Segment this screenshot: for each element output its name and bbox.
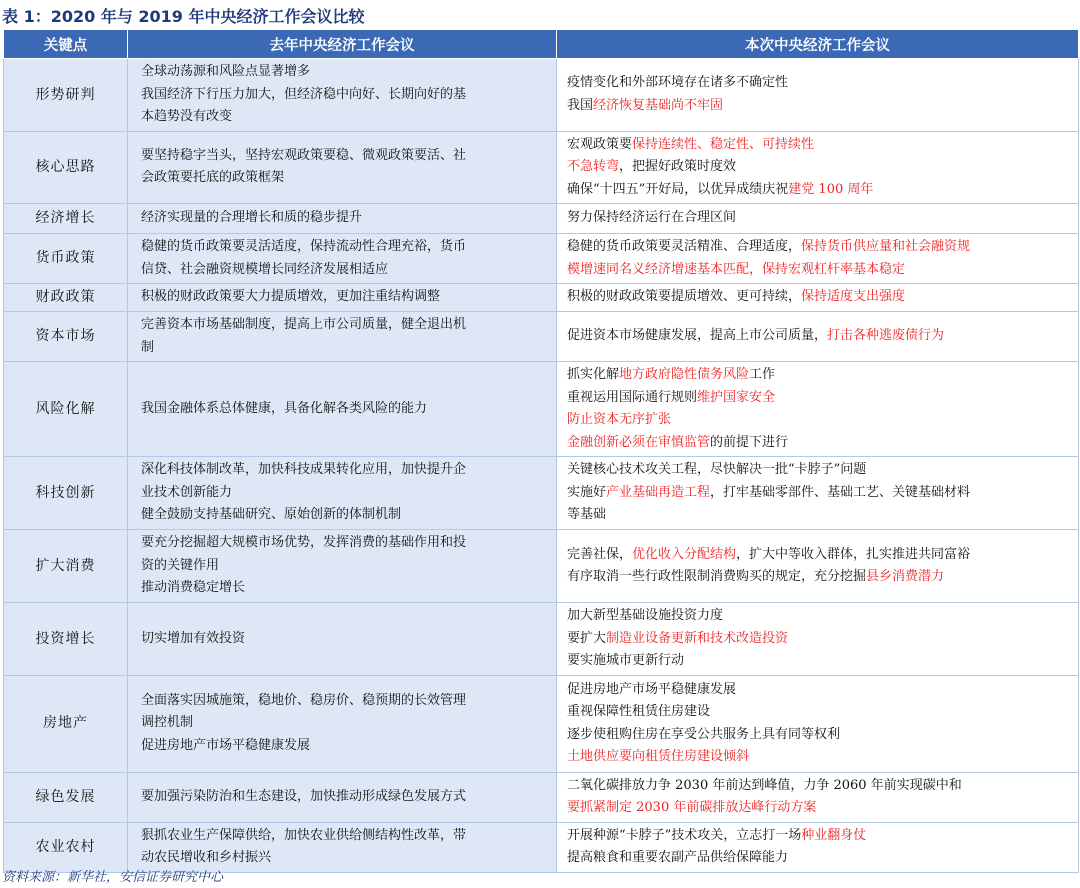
this-year-cell	[557, 530, 1079, 603]
last-year-line: 完善资本市场基础制度，提高上市公司质量，健全退出机	[141, 317, 467, 332]
header-key: 关键点	[4, 30, 128, 59]
text-segment: ，打牢基础零部件、基础工艺、关键基础材料	[710, 484, 971, 500]
highlighted-text: 优化收入分配结构	[632, 546, 737, 562]
text-segment: 确保“十四五”开好局，以优异成绩庆祝	[567, 181, 789, 197]
this-year-cell	[557, 234, 1079, 284]
header-last-year: 去年中央经济工作会议	[128, 30, 557, 59]
key-point-cell: 经济增长	[4, 204, 128, 234]
this-year-cell	[557, 284, 1079, 312]
this-year-line	[567, 650, 1070, 673]
this-year-line	[567, 459, 1070, 482]
this-year-line	[567, 134, 1070, 157]
this-year-line	[567, 679, 1070, 702]
last-year-line: 动农民增收和乡村振兴	[141, 850, 272, 865]
last-year-line: 要坚持稳字当头，坚持宏观政策要稳、微观政策要活、社	[141, 147, 467, 163]
text-segment: 要扩大	[567, 630, 607, 646]
text-segment: 重视保障性租赁住房建设	[567, 704, 711, 719]
highlighted-text: 土地供应要向租赁住房建设倾斜	[567, 749, 750, 764]
last-year-cell	[128, 457, 557, 530]
key-point-cell: 风险化解	[4, 362, 128, 457]
table-row	[4, 603, 1079, 676]
text-segment: 疫情变化和外部环境存在诸多不确定性	[567, 75, 789, 91]
table-row	[4, 131, 1079, 204]
table-row	[4, 59, 1079, 132]
source-note: 资料来源：新华社，安信证券研究中心	[2, 870, 224, 885]
this-year-line	[567, 236, 1070, 259]
this-year-line	[567, 628, 1070, 651]
this-year-line	[567, 504, 1070, 527]
this-year-cell	[557, 822, 1079, 872]
text-segment: 有序取消一些行政性限制消费购买的规定，充分挖掘	[567, 569, 867, 584]
last-year-line: 资的关键作用	[141, 557, 220, 573]
last-year-cell	[128, 234, 557, 284]
this-year-line	[567, 432, 1070, 455]
text-segment: 实施好	[567, 484, 607, 500]
last-year-line: 推动消费稳定增长	[141, 580, 246, 596]
this-year-line	[567, 847, 1070, 870]
text-segment: 提高粮食和重要农副产品供给保障能力	[567, 850, 789, 865]
this-year-line	[567, 387, 1070, 410]
this-year-line	[567, 701, 1070, 724]
text-segment: 宏观政策要	[567, 136, 633, 152]
key-point-cell: 资本市场	[4, 312, 128, 362]
text-segment: 我国	[567, 97, 594, 113]
table-row	[4, 457, 1079, 530]
last-year-line: 会政策要托底的政策框架	[141, 170, 285, 186]
text-segment: 二氧化碳排放力争 2030 年前达到峰值，力争 2060 年前实现碳中和	[567, 777, 962, 793]
highlighted-text: 防止资本无序扩张	[567, 412, 672, 427]
highlighted-text: 保持适度支出强度	[801, 289, 906, 305]
header-this-year: 本次中央经济工作会议	[557, 30, 1079, 59]
this-year-line	[567, 544, 1070, 567]
last-year-line: 信贷、社会融资规模增长同经济发展相适应	[141, 261, 389, 277]
last-year-cell	[128, 59, 557, 132]
highlighted-text: 不急转弯	[567, 159, 620, 174]
last-year-cell	[128, 772, 557, 822]
key-point-cell: 房地产	[4, 675, 128, 772]
last-year-line: 全球动荡源和风险点显著增多	[141, 64, 311, 79]
this-year-line	[567, 605, 1070, 628]
this-year-line	[567, 95, 1070, 118]
text-segment: 逐步使租购住房在享受公共服务上具有同等权利	[567, 726, 841, 742]
text-segment: 促进房地产市场平稳健康发展	[567, 681, 737, 697]
highlighted-text: 打击各种逃废债行为	[827, 328, 945, 344]
highlighted-text: 县乡消费潜力	[866, 569, 945, 584]
last-year-cell	[128, 312, 557, 362]
this-year-cell	[557, 675, 1079, 772]
last-year-line: 促进房地产市场平稳健康发展	[141, 737, 311, 753]
last-year-cell	[128, 675, 557, 772]
highlighted-text: 制造业设备更新和技术改造投资	[606, 630, 789, 646]
this-year-line	[567, 746, 1070, 769]
table-row	[4, 362, 1079, 457]
text-segment: 加大新型基础设施投资力度	[567, 608, 724, 623]
this-year-line	[567, 825, 1070, 848]
this-year-line	[567, 325, 1070, 348]
this-year-line	[567, 482, 1070, 505]
text-segment: 要实施城市更新行动	[567, 653, 685, 668]
text-segment: 完善社保，	[567, 546, 633, 562]
key-point-cell: 货币政策	[4, 234, 128, 284]
key-point-cell: 扩大消费	[4, 530, 128, 603]
this-year-cell	[557, 362, 1079, 457]
this-year-line	[567, 207, 1070, 230]
this-year-line	[567, 156, 1070, 179]
this-year-cell	[557, 131, 1079, 204]
text-segment: ，把握好政策时度效	[619, 159, 737, 174]
highlighted-text: 要抓紧制定 2030 年前碳排放达峰行动方案	[567, 800, 817, 815]
last-year-line: 狠抓农业生产保障供给，加快农业供给侧结构性改革，带	[141, 827, 467, 843]
this-year-cell	[557, 603, 1079, 676]
this-year-line	[567, 775, 1070, 798]
last-year-line: 制	[141, 339, 155, 355]
this-year-cell	[557, 59, 1079, 132]
highlighted-text: 建党 100 周年	[788, 181, 874, 197]
highlighted-text: 种业翻身仗	[801, 827, 867, 843]
text-segment: 等基础	[567, 507, 607, 523]
this-year-line	[567, 259, 1070, 282]
last-year-line: 稳健的货币政策要灵活适度，保持流动性合理充裕，货币	[141, 239, 467, 254]
this-year-line	[567, 409, 1070, 432]
this-year-cell	[557, 772, 1079, 822]
this-year-line	[567, 286, 1070, 309]
last-year-line: 经济实现量的合理增长和质的稳步提升	[141, 210, 363, 226]
highlighted-text: 产业基础再造工程	[606, 484, 711, 500]
highlighted-text: 保持货币供应量和社会融资规	[801, 239, 971, 254]
this-year-line	[567, 724, 1070, 747]
last-year-line: 要充分挖掘超大规模市场优势，发挥消费的基础作用和投	[141, 535, 467, 551]
last-year-cell	[128, 603, 557, 676]
table-row	[4, 772, 1079, 822]
last-year-line: 要加强污染防治和生态建设，加快推动形成绿色发展方式	[141, 788, 467, 804]
text-segment: ，扩大中等收入群体，扎实推进共同富裕	[736, 546, 971, 562]
text-segment: 促进资本市场健康发展，提高上市公司质量，	[567, 328, 828, 344]
this-year-cell	[557, 457, 1079, 530]
last-year-cell	[128, 284, 557, 312]
last-year-line: 切实增加有效投资	[141, 630, 246, 646]
table-row	[4, 204, 1079, 234]
highlighted-text: 保持连续性、稳定性、可持续性	[632, 136, 815, 152]
text-segment: 稳健的货币政策要灵活精准、合理适度，	[567, 239, 802, 254]
text-segment: 开展种源“卡脖子”技术攻关，立志打一场	[567, 827, 802, 843]
last-year-line: 全面落实因城施策，稳地价、稳房价、稳预期的长效管理	[141, 692, 467, 708]
text-segment: 抓实化解	[567, 367, 620, 382]
highlighted-text: 模增速同名义经济增速基本匹配，保持宏观杠杆率基本稳定	[567, 261, 906, 277]
text-segment: 积极的财政政策要提质增效、更可持续，	[567, 289, 802, 305]
last-year-line: 健全鼓励支持基础研究、原始创新的体制机制	[141, 507, 402, 523]
last-year-line: 调控机制	[141, 715, 194, 731]
table-row	[4, 675, 1079, 772]
highlighted-text: 经济恢复基础尚不牢固	[593, 97, 724, 113]
key-point-cell: 核心思路	[4, 131, 128, 204]
last-year-line: 业技术创新能力	[141, 484, 233, 500]
this-year-line	[567, 364, 1070, 387]
text-segment: 工作	[749, 367, 776, 382]
text-segment: 关键核心技术攻关工程，尽快解决一批“卡脖子”问题	[567, 462, 867, 478]
key-point-cell: 投资增长	[4, 603, 128, 676]
last-year-line: 本趋势没有改变	[141, 109, 233, 124]
this-year-line	[567, 179, 1070, 202]
highlighted-text: 地方政府隐性债务风险	[619, 367, 750, 382]
key-point-cell: 财政政策	[4, 284, 128, 312]
table-row	[4, 530, 1079, 603]
text-segment: 的前提下进行	[710, 434, 789, 450]
last-year-cell	[128, 822, 557, 872]
table-row	[4, 312, 1079, 362]
last-year-line: 深化科技体制改革，加快科技成果转化应用，加快提升企	[141, 462, 467, 478]
key-point-cell: 形势研判	[4, 59, 128, 132]
this-year-cell	[557, 312, 1079, 362]
key-point-cell: 科技创新	[4, 457, 128, 530]
table-caption: 表 1：2020 年与 2019 年中央经济工作会议比较	[2, 7, 365, 26]
key-point-cell: 农业农村	[4, 822, 128, 872]
table-row	[4, 234, 1079, 284]
last-year-line: 积极的财政政策要大力提质增效，更加注重结构调整	[141, 289, 441, 305]
last-year-cell	[128, 204, 557, 234]
key-point-cell: 绿色发展	[4, 772, 128, 822]
table-row	[4, 284, 1079, 312]
text-segment: 重视运用国际通行规则	[567, 389, 698, 405]
last-year-cell	[128, 530, 557, 603]
this-year-line	[567, 72, 1070, 95]
comparison-table	[3, 29, 1079, 873]
this-year-line	[567, 797, 1070, 820]
last-year-line: 我国金融体系总体健康，具备化解各类风险的能力	[141, 400, 428, 416]
this-year-line	[567, 566, 1070, 589]
highlighted-text: 金融创新必须在审慎监管	[567, 434, 711, 450]
text-segment: 努力保持经济运行在合理区间	[567, 210, 737, 226]
highlighted-text: 维护国家安全	[697, 389, 776, 405]
this-year-cell	[557, 204, 1079, 234]
header-row	[4, 30, 1079, 59]
table-row	[4, 822, 1079, 872]
last-year-line: 我国经济下行压力加大，但经济稳中向好、长期向好的基	[141, 86, 467, 102]
last-year-cell	[128, 362, 557, 457]
last-year-cell	[128, 131, 557, 204]
